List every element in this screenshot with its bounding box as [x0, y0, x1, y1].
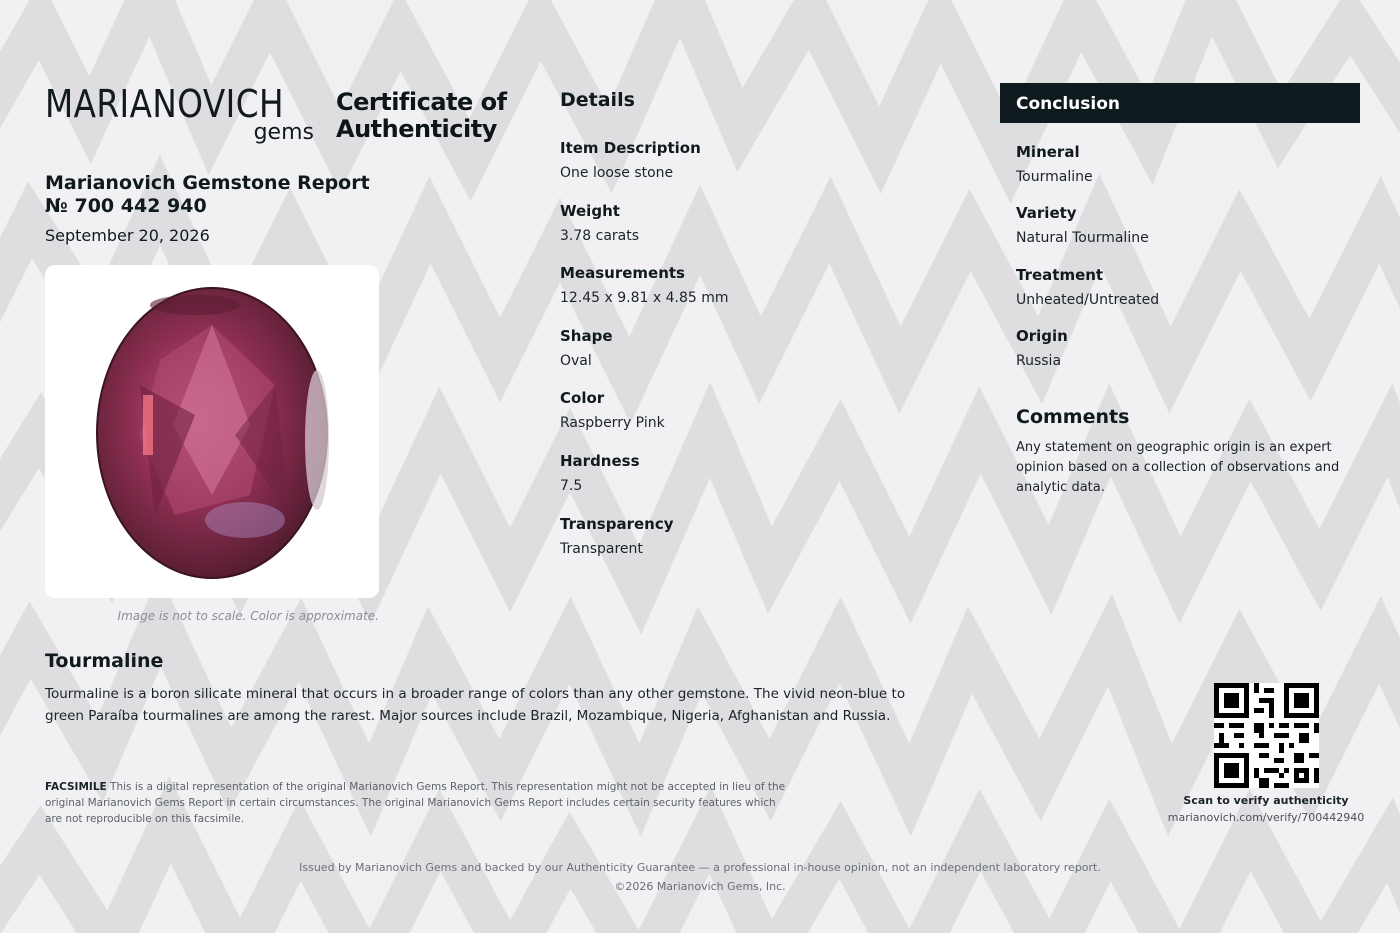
detail-color [560, 388, 940, 433]
detail-value: 12.45 x 9.81 x 4.85 mm [560, 290, 729, 306]
report-date: September 20, 2026 [45, 226, 210, 245]
conclusion-variety [1016, 203, 1356, 248]
footer-disclaimer: Issued by Marianovich Gems and backed by our Authenticity Guarantee — a professional in-house opinion, not an independent laboratory report. [299, 861, 1101, 874]
detail-label: Measurements [560, 264, 685, 282]
certificate-title-line2: Authenticity [336, 115, 497, 143]
certificate-title-line1: Certificate of [336, 88, 507, 116]
qr-code[interactable] [1214, 683, 1319, 788]
conclusion-origin [1016, 326, 1356, 371]
conclusion-mineral [1016, 142, 1356, 187]
logo-wordmark: MARIANOVICH [45, 82, 284, 126]
detail-measurements [560, 263, 940, 308]
facsimile-text: This is a digital representation of the original Marianovich Gems Report. This representation might not be accepted in lieu of the original Marianovich Gems Report in certain circumstances. The original Marianovich Gems Report includes certain security features which are not reproducible on this facsimile. [45, 781, 786, 825]
gemstone-image [45, 265, 379, 598]
detail-label: Shape [560, 327, 613, 345]
conclusion-treatment [1016, 265, 1356, 310]
verify-url[interactable]: marianovich.com/verify/700442940 [1167, 811, 1365, 824]
mineral-description: Tourmaline is a boron silicate mineral that occurs in a broader range of colors than any other gemstone. The vivid neon-blue to green Paraíba tourmalines are among the rarest. Major sources include Brazil, Mozambique, Nigeria, Afghanistan and Russia. [45, 686, 906, 724]
report-title: Marianovich Gemstone Report [45, 172, 370, 194]
verify-label: Scan to verify authenticity [1183, 794, 1349, 807]
detail-transparency [560, 514, 940, 559]
gemstone-image-card [45, 265, 379, 598]
conclusion-value: Natural Tourmaline [1016, 230, 1149, 246]
detail-value: Transparent [560, 541, 643, 557]
detail-label: Color [560, 389, 605, 407]
footer-copyright: ©2026 Marianovich Gems, Inc. [614, 880, 786, 893]
detail-value: 7.5 [560, 478, 583, 494]
detail-shape [560, 326, 940, 371]
conclusion-heading: Conclusion [1000, 83, 1360, 123]
detail-item-description [560, 138, 940, 183]
comments-heading: Comments [1016, 406, 1130, 428]
conclusion-value: Unheated/Untreated [1016, 292, 1160, 308]
facsimile-label: FACSIMILE [45, 781, 107, 793]
comments-text: Any statement on geographic origin is an expert opinion based on a collection of observations and analytic data. [1016, 440, 1340, 495]
detail-weight [560, 201, 940, 246]
details-heading: Details [560, 89, 635, 111]
certificate-title [336, 89, 536, 143]
detail-hardness [560, 451, 940, 496]
report-number: № 700 442 940 [45, 195, 207, 217]
mineral-heading: Tourmaline [45, 650, 164, 672]
detail-value: 3.78 carats [560, 228, 640, 244]
detail-label: Weight [560, 202, 620, 220]
conclusion-label: Origin [1016, 327, 1068, 345]
image-caption: Image is not to scale. Color is approximate. [117, 609, 379, 623]
detail-label: Hardness [560, 452, 640, 470]
detail-value: Oval [560, 353, 592, 369]
conclusion-label: Mineral [1016, 143, 1080, 161]
conclusion-label: Variety [1016, 204, 1077, 222]
detail-value: Raspberry Pink [560, 415, 665, 431]
facsimile-notice [45, 779, 790, 827]
conclusion-value: Tourmaline [1016, 169, 1093, 185]
detail-value: One loose stone [560, 165, 674, 181]
detail-label: Transparency [560, 515, 674, 533]
logo-subtext: gems [253, 120, 314, 145]
brand-logo [45, 80, 320, 150]
conclusion-label: Treatment [1016, 266, 1104, 284]
conclusion-value: Russia [1016, 353, 1062, 369]
detail-label: Item Description [560, 139, 701, 157]
